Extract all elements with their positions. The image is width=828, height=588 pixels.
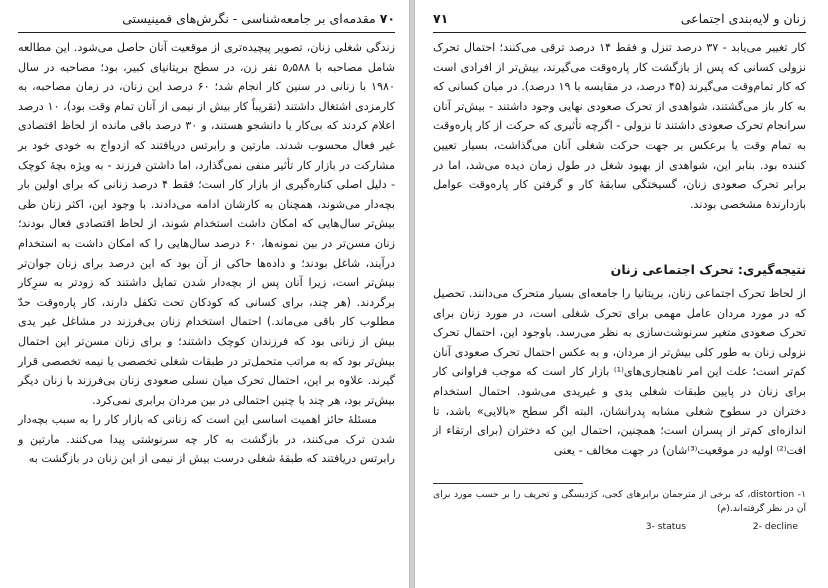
right-running-title: زنان و لایه‌بندی اجتماعی [680, 11, 806, 26]
right-page-header [433, 8, 806, 30]
right-header-title-group [681, 8, 806, 30]
footnote-row [433, 521, 806, 535]
left-page [0, 0, 410, 588]
right-header-number-group [433, 8, 448, 30]
footnote-1: ۱- distortion، که برخی از مترجمان برابرهای کجی، کژدیسگی و تحریف را بر حسب مورد برای آن در نظر گرفته‌اند.(م) [433, 489, 806, 514]
right-body-text [433, 38, 806, 214]
right-paragraph-1: کار تغییر می‌یابد - ۳۷ درصد تنزل و فقط ۱۴ درصد ترقی می‌کنند؛ احتمال تحرک نزولی کسانی که پس از بازگشت کار پاره‌وقت می‌گیرند، بیش‌تر از افرادی است که کار تمام‌وقت می‌گیرند (۴۵ درصد، در مقایسه با ۱۹ درصد). در میان کسانی که به کار باز می‌گشتند، شواهدی از تحرک صعودی نهایی وجود داشتند - بیش‌تر آنان سرانجام تحرک صعودی داشتند تا نزولی - اگرچه تأثیری که حرکت از کار پاره‌وقت به تمام وقت یا برعکس بر جهت حرکت شغلی آنان می‌گذاشت، بسیار تعیین کننده بود. بنابر این، شواهدی از بهبود شغل در طول زمان دیده می‌شد، اما در برابر تحرک صعودی زنان، گسیختگی سابقهٔ کار و گرفتن کار پاره‌وقت عوامل بازدارندهٔ مشخصی بودند. [433, 41, 807, 211]
section-body-text [433, 284, 806, 460]
left-page-number: ۷۰ [379, 11, 395, 26]
left-header-rule [18, 32, 395, 33]
right-page [414, 0, 828, 588]
left-paragraph-2: مسئلهٔ حائز اهمیت اساسی این است که زنانی که بازار کار را به سبب بچه‌دار شدن ترک می‌کنند، در بازگشت به کار چه سرنوشتی پیدا می‌کنند. مارتین و رابرتس دریافتند که طبقهٔ شغلی درست بیش از نیمی از این زنان در بازگشت به [18, 413, 395, 466]
left-body-text [18, 38, 395, 469]
left-page-header [18, 8, 395, 30]
footnote-rule [433, 483, 583, 484]
left-header-group [122, 8, 395, 30]
section-paragraph-1: از لحاظ تحرک اجتماعی زنان، بریتانیا را جامعه‌ای بسیار متحرک می‌دانند. تحصیل که در مورد مردان عامل مهمی برای تحرک شغلی است، در مورد زنان برای تحرک صعودی متغیر سرنوشت‌سازی به نظر می‌رسد. باوجود این، احتمال تحرک نزولی زنان به طور کلی بیش‌تر از مردان، و به عکس احتمال تحرک صعودی آنان کم‌تر است؛ علت این امر ناهنجاری‌های⁽¹⁾ بازار کار است که موجب فراوانی کار برای زنان در پایین طبقات شغلی یدی و غیریدی می‌شود. احتمال استخدام دختران در سطوح شغلی مشابه پدرانشان، البته اگر سطح «بالایی» باشد، تا اندازه‌ای کم‌تر از پسران است؛ همچنین، احتمال این که دختران (برای ارتقاء از افت⁽²⁾ اولیه در موقعیت⁽³⁾شان) در جهت مخالف - یعنی [433, 287, 806, 457]
footnote-3: 3- status [645, 521, 686, 532]
section-heading: نتیجه‌گیری: تحرک اجتماعی زنان [610, 262, 806, 277]
footnote-2: 2- decline [752, 521, 798, 532]
left-running-title: مقدمه‌ای بر جامعه‌شناسی - نگرش‌های فمینیستی [122, 11, 376, 26]
right-page-number: ۷۱ [433, 11, 449, 26]
right-header-rule [433, 32, 806, 33]
left-paragraph-1: زندگی شغلی زنان، تصویر پیچیده‌تری از موقعیت آنان حاصل می‌شود. این مطالعه شامل مصاحبه با ۵٫۵۸۸ نفر زن، در سطح بریتانیای کبیر، بود؛ مصاحبه در سال ۱۹۸۰ با زنانی در سنین کار انجام شد؛ ۶۰ درصد این زنان، در زمان مصاحبه، به کارمزدی اشتغال داشتند (تقریباً کار بیش از نیمی از آنان تمام وقت بود)، ۱۰ درصد اعلام کردند که بی‌کار یا دانشجو هستند، و ۳۰ درصد باقی مانده از لحاظ اقتصادی غیر فعال محسوب شدند. مارتین و رابرتس دریافتند که ازدواج به خودی خود بر مشارکت در بازار کار تأثیر منفی نمی‌گذارد، اما داشتن فرزند - به ویژه بچهٔ کوچک - دلیل اصلی کناره‌گیری از بازار کار است؛ فقط ۴ درصد زنانی که برای اولین بار بچه‌دار می‌شوند، همچنان به کارشان ادامه می‌دادند. با وجود این، اکثر زنان طی بیش‌تر سال‌هایی که امکان داشت استخدام شوند، از لحاظ اقتصادی فعال بودند؛ زنان مسن‌تر در بین نمونه‌ها، ۶۰ درصد سال‌هایی را که امکان داشت به استخدام درآیند، شاغل بودند؛ و داده‌ها حاکی از آن بود که این درصد برای زنان جوان‌تر بیش‌تر است، زیرا آنان پس از بچه‌دار شدن تمایل داشتند که زودتر به سرِکار برگردند. (هر چند، برای کسانی که کودکان تحت تکفل دارند، کار پاره‌وقت حدّ مطلوب کار باقی می‌ماند.) احتمال استخدام زنان بی‌فرزند در مشاغل غیر یدی بیش از زنانی بود که فرزندان کوچک داشتند؛ و برای زنان مسن‌تر این احتمال بیش‌تر بود که به مراتب متحمل‌تر در طبقات شغلی تخصصی یا نیمه تخصصی قرار گیرند. علاوه بر این، احتمال تحرک میان نسلی صعودی زنان بی‌فرزند با زنان دیگر بیش‌تر بود، هر چند با چنین احتمالی در بین مردان برابری نمی‌کرد. [18, 41, 395, 407]
